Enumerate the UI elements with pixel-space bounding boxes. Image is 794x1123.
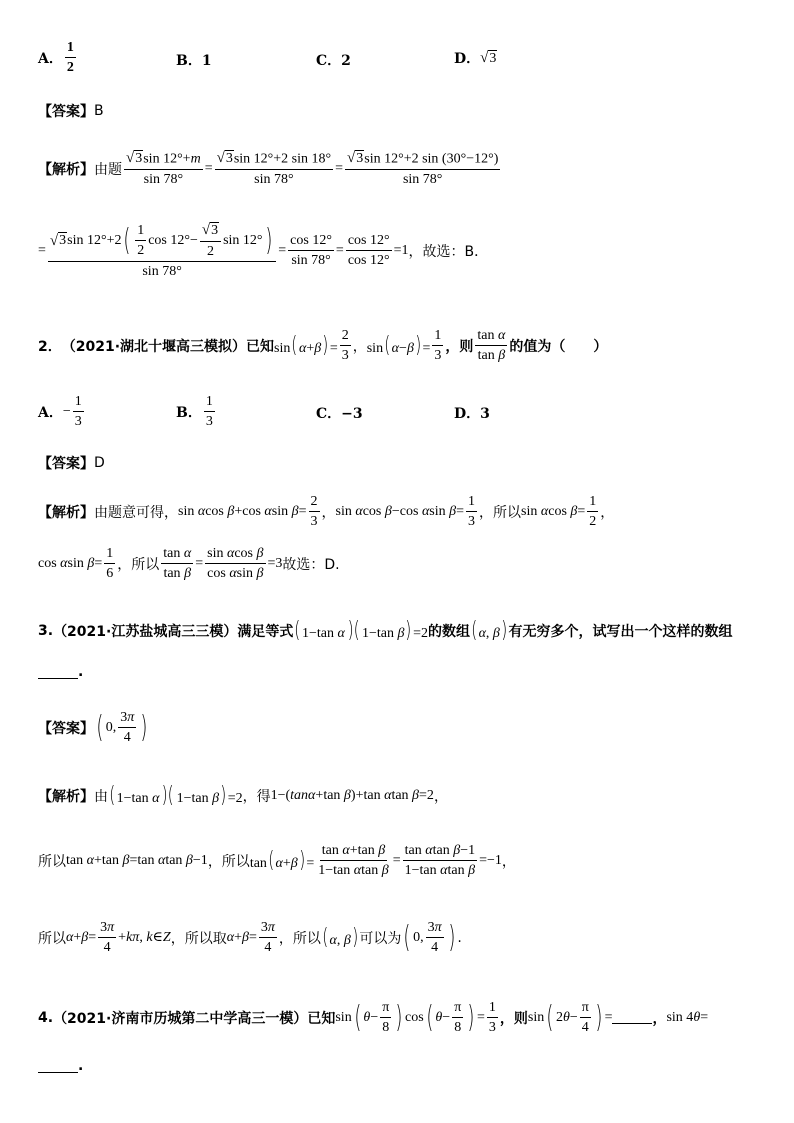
q2-stem: 2． （2021·湖北十堰高三模拟） 已知 sin(α+β)= $\frac{2}{3}$ ， sin(α−β)= $\frac{1}{3}$ ，则 $\frac{\text{tan α}}{\text{tan β}}$ 的值为（ ） [38, 328, 608, 364]
q2-option-c: C．−3 [316, 406, 363, 422]
q1-option-d: D． √ 3 [454, 50, 497, 67]
q1-analysis-line1: 【解析】 由题 √ 3 sin 12°+m sin 78° = √ 3 sin 12°+2 sin 18° sin 78° = √ 3 sin 12°+2 sin (30°−12°) sin 78° [38, 150, 499, 187]
answer-blank[interactable] [38, 1060, 78, 1073]
q2-option-d: D．3 [454, 406, 490, 422]
q3-analysis-line3: 所以 α+β= $\frac{3\pi}{4}$ +kπ, k∈Z ，所以取 α+β= $\frac{3\pi}{4}$ ，所以 (α, β) 可以为 ( 0, $\frac{3\pi}{4}$ ) . [38, 919, 462, 956]
q1-option-b: B．1 [176, 53, 212, 69]
q3-analysis-line2: 所以 tan α+tan β=tan αtan β−1 ，所以 tan(α+β)= $\frac{\text{tan α+tan β}}{\text{1−tan αtan β}}$ = $\frac{\text{tan αtan β−1}}{\text{1−tan αtan β}}$ =−1 ， [38, 843, 516, 879]
q3-analysis-line1: 【解析】 由 (1−tan α )( 1−tan β)=2 ，得 1−(tanα+tan β)+tan αtan β=2 ， [38, 783, 448, 808]
answer-blank[interactable] [612, 1011, 652, 1024]
q2-analysis-line1: 【解析】 由题意可得， sin αcos β+cos αsin β= $\frac{2}{3}$ ， sin αcos β−cos αsin β= $\frac{1}{3}$ ，所以 sin αcos β= $\frac{1}{2}$ ， [38, 494, 615, 530]
q2-option-b: B． $\frac{1}{3}$ [176, 394, 213, 430]
q1-option-c: C．2 [316, 53, 351, 69]
q1-option-a: A． $\frac{1}{2}$ [38, 40, 74, 76]
answer-blank[interactable] [38, 666, 78, 679]
q3-answer: 【答案】 ( 0, $\frac{3\pi}{4}$ ) [38, 709, 148, 746]
q1-answer: 【答案】 B [38, 103, 104, 120]
q1-analysis-line2: = √ 3 sin 12°+2 ( $\frac{1}{2}$ cos 12°− √ 3 2 sin 12° ) sin 78° = $\frac{\cos 12^\circ}{\sin 78^\circ}$ = $\frac{\cos 12^\circ}{\cos 12^\circ}$ =1 ，故选：B． [38, 222, 489, 280]
q2-option-a: A． − $\frac{1}{3}$ [38, 394, 82, 430]
q2-answer: 【答案】 D [38, 455, 105, 472]
q3-stem: 3. （2021·江苏盐城高三三模） 满足等式 (1−tan α )( 1−tan β)=2 的数组 (α, β) 有无穷多个，试写出一个这样的数组 [38, 618, 733, 643]
q3-stem-blank: . [38, 664, 83, 680]
q4-stem: 4. （2021·济南市历城第二中学高三一模） 已知 sin ( θ − $\frac{\pi}{8}$ ) cos ( θ − $\frac{\pi}{8}$ ) = $\frac{1}{3}$ ，则 sin ( 2 θ − $\frac{\pi}{4}$ ) = ， sin 4θ= [38, 999, 709, 1036]
q4-stem-blank: . [38, 1058, 83, 1074]
q2-analysis-line2: cos αsin β= $\frac{1}{6}$ ，所以 $\frac{\text{tan α}}{\text{tan β}}$ = $\frac{\text{sin αcos β}}{\text{cos αsin β}}$ =3 故选：D. [38, 546, 340, 582]
